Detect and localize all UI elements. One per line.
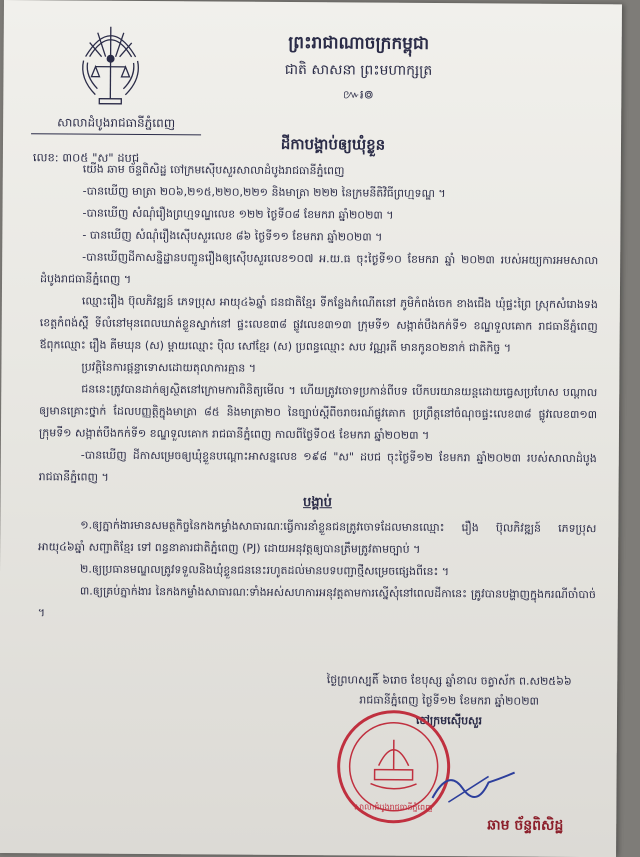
lunar-date: ថ្ងៃព្រហស្បតិ៍ ៦រោច ខែបុស្ស ឆ្នាំខាល ចត្វាស័ក ព.ស២៥៦៦ — [299, 670, 599, 692]
paragraph: -បានឃើញ ដីកាសម្រេចឲ្យឃុំខ្លួនបណ្ដោះអាសន្នលេខ ១៩៨ "ស" ដបជ ចុះថ្ងៃទី១២ ខែមករា ឆ្នាំ២០២៣ របស់សាលាដំបូងរាជធានីភ្នំពេញ ។ — [39, 444, 597, 492]
order-item: ១.ឲ្យភ្នាក់ងារមានសមត្ថកិច្ចនៃកងកម្លាំងសាធារណៈធ្វើការនាំខ្លួនជនត្រូវចោទដែលមានឈ្មោះ រឿង ប៊ុលភិវឌ្ឍន៍ ភេទប្រុស អាយុ៤៦ឆ្នាំ សញ្ជាតិខ្មែរ ទៅ ពន្ធនាគារជាតិភ្នំពេញ (PJ) ដោយអនុវត្តឲ្យបានត្រឹមត្រូវតាមច្បាប់ ។ — [38, 514, 596, 562]
ornament: ៚៛៙ — [333, 86, 383, 104]
paragraph: - បានឃើញ សំណុំរឿងស៊ើបសួរលេខ ៨៦ ថ្ងៃទី១១ ខែមករា ឆ្នាំ២០២៣ ។ — [40, 224, 598, 250]
paragraph: ជននេះត្រូវបានដាក់ឲ្យស្ថិតនៅក្រោមការពិនិត្យមើល ។ ហើយត្រូវចោទប្រកាន់ពីបទ បើកបរយានយន្តដោយធ្វេសប្រហែស បណ្ដាលឲ្យមានគ្រោះថ្នាក់ ដែលបញ្ញត្តិក្នុងមាត្រា ៨៥ និងមាត្រា២០ នៃច្បាប់ស្ដីពីចរាចរណ៍ផ្លូវគោក ប្រព្រឹត្តនៅចំណុចផ្ទះលេខ៣៨ ផ្លូវលេខ៣១៣ ក្រុមទី១ សង្កាត់បឹងកក់ទី១ ខណ្ឌទួលគោក រាជធានីភ្នំពេញ កាលពីថ្ងៃទី០៥ ខែមករា ឆ្នាំ២០២៣ ។ — [39, 378, 597, 448]
reference-number: លេខ: ៣០៥ "ស" ដបជ — [33, 150, 139, 168]
document-body — [38, 158, 599, 628]
order-heading: បង្គាប់ — [38, 490, 596, 516]
order-item: ៣.ឲ្យគ្រប់ភ្នាក់ងារ នៃកងកម្លាំងសាធារណៈទាំងអស់សហការអនុវត្តតាមការស្នើសុំនៅពេលដីកានេះ ត្រូវបានបង្ហាញក្នុងករណីចាំបាច់ ។ — [38, 580, 596, 628]
handwritten-signature-icon — [428, 758, 518, 809]
paragraph: -បានឃើញ មាត្រា ២០៦,២១៥,២២០,២២១ និងមាត្រា ២២២ នៃក្រមនីតិវិធីព្រហ្មទណ្ឌ ។ — [41, 180, 599, 206]
signer-name: ឆាម ច័ន្ទពិសិដ្ឋ — [460, 815, 590, 837]
paragraph: ឈ្មោះរឿង ប៊ុលភិវឌ្ឍន៍ ភេទប្រុស អាយុ៤៦ឆ្នាំ ជនជាតិខ្មែរ ទីកន្លែងកំណើតនៅ ភូមិកំពង់ចេក ខាងជើង ឃុំផ្ទះព្រៃ ស្រុកសំរោងទង ខេត្តកំពង់ស្ពឺ ទីលំនៅមុនពេលឃាត់ខ្លួនស្នាក់នៅ ផ្ទះលេខ៣៨ ផ្លូវលេខ៣១៣ ក្រុមទី១ សង្កាត់បឹងកក់ទី១ ខណ្ឌទួលគោក រាជធានីភ្នំពេញ ឪពុកឈ្មោះ រឿង គីមឃុន (ស) ម្ដាយឈ្មោះ ប៉ិល សៅខ្មែរ (ស) ប្រពន្ធឈ្មោះ សប វណ្ណរតី មានកូន០២នាក់ ជាតិកិច្ច ។ — [40, 290, 598, 360]
seal-text: សាលាដំបូងរាជធានីភ្នំពេញ — [354, 801, 433, 813]
paragraph: ប្រវត្តិនៃការផ្ដន្ទាទោសដោយតុលាការគ្មាន ។ — [39, 356, 597, 382]
court-emblem-icon — [75, 19, 146, 109]
paragraph: យើង ឆាម ច័ន្ទពិសិដ្ឋ ចៅក្រមស៊ើបសួរសាលាដំបូងរាជធានីភ្នំពេញ — [41, 158, 599, 184]
place-date: រាជធានីភ្នំពេញ ថ្ងៃទី១២ ខែមករា ឆ្នាំ២០២៣ — [299, 690, 599, 712]
national-motto: ជាតិ សាសនា ព្រះមហាក្សត្រ — [243, 60, 473, 83]
signer-title: ចៅក្រមស៊ើបសួរ — [299, 710, 599, 732]
document-title: ដីកាបង្គាប់ឲ្យឃុំខ្លួន — [233, 135, 433, 158]
paragraph: -បានឃើញដីកាសន្និដ្ឋានបញ្ជូនរឿងឲ្យស៊ើបសួរលេខ១០៧ អ.យ.ធ ចុះថ្ងៃទី១០ ខែមករា ឆ្នាំ ២០២៣ របស់អយ្យការអមសាលាដំបូងរាជធានីភ្នំពេញ ។ — [40, 246, 598, 294]
order-item: ២.ឲ្យប្រធានមណ្ឌលត្រូវទទួលនិងឃុំខ្លួនជននេះរហូតដល់មានបទបញ្ជាថ្មីសម្រេចផ្សេងពីនេះ ។ — [38, 558, 596, 584]
paragraph: -បានឃើញ សំណុំរឿងព្រហ្មទណ្ឌលេខ ១២២ ថ្ងៃទី០៨ ខែមករា ឆ្នាំ២០២៣ ។ — [40, 202, 598, 228]
kingdom-heading: ព្រះរាជាណាចក្រកម្ពុជា — [244, 32, 474, 59]
court-name: សាលាដំបូងរាជធានីភ្នំពេញ — [31, 114, 201, 135]
